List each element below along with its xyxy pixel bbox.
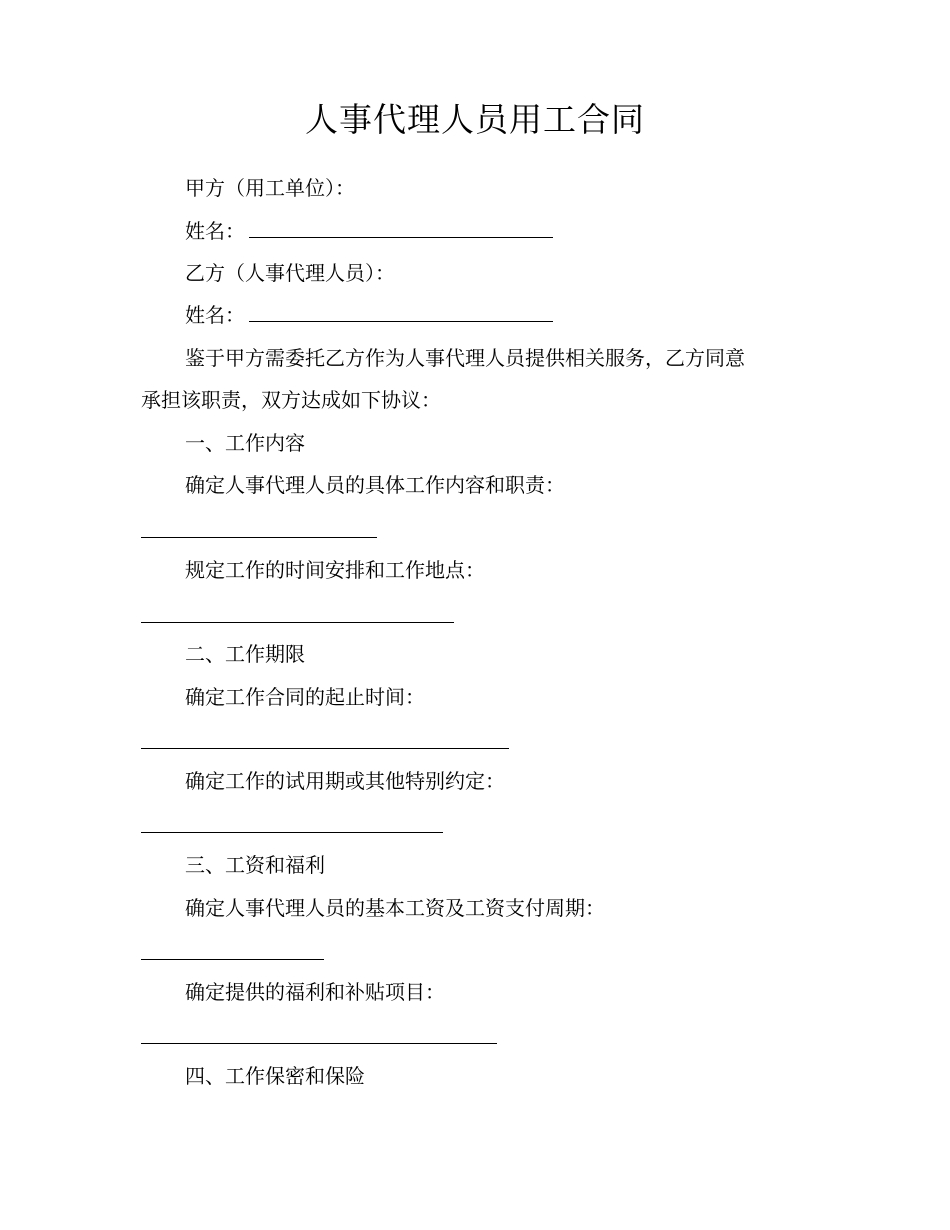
section3-item1: 确定人事代理人员的基本工资及工资支付周期： [185, 896, 605, 920]
party-b-label: 乙方（人事代理人员）： [185, 261, 395, 285]
section1-item1-blank[interactable] [141, 537, 377, 538]
section2-item1: 确定工作合同的起止时间： [185, 685, 425, 709]
party-a-name-label: 姓名： [185, 219, 245, 243]
section1-item2: 规定工作的时间安排和工作地点： [185, 558, 485, 582]
intro-paragraph-line1: 鉴于甲方需委托乙方作为人事代理人员提供相关服务，乙方同意 [185, 346, 745, 370]
section3-item2: 确定提供的福利和补贴项目： [185, 980, 445, 1004]
section4-heading: 四、工作保密和保险 [185, 1064, 365, 1088]
section1-item1: 确定人事代理人员的具体工作内容和职责： [185, 473, 565, 497]
party-b-name-field[interactable] [249, 301, 553, 322]
document-title: 人事代理人员用工合同 [305, 100, 645, 139]
section3-item2-blank[interactable] [141, 1043, 497, 1044]
section1-item2-blank[interactable] [141, 622, 454, 623]
section2-item2: 确定工作的试用期或其他特别约定： [185, 769, 505, 793]
section2-item2-blank[interactable] [141, 832, 443, 833]
section3-heading: 三、工资和福利 [185, 853, 325, 877]
party-a-name-row [185, 217, 553, 245]
party-a-label: 甲方（用工单位）： [185, 176, 355, 200]
party-b-name-label: 姓名： [185, 303, 245, 327]
section2-heading: 二、工作期限 [185, 642, 305, 666]
party-a-name-field[interactable] [249, 217, 553, 238]
section3-item1-blank[interactable] [141, 959, 324, 960]
section2-item1-blank[interactable] [141, 748, 509, 749]
intro-paragraph-line2: 承担该职责，双方达成如下协议： [141, 388, 441, 412]
section1-heading: 一、工作内容 [185, 431, 305, 455]
party-b-name-row [185, 301, 553, 329]
